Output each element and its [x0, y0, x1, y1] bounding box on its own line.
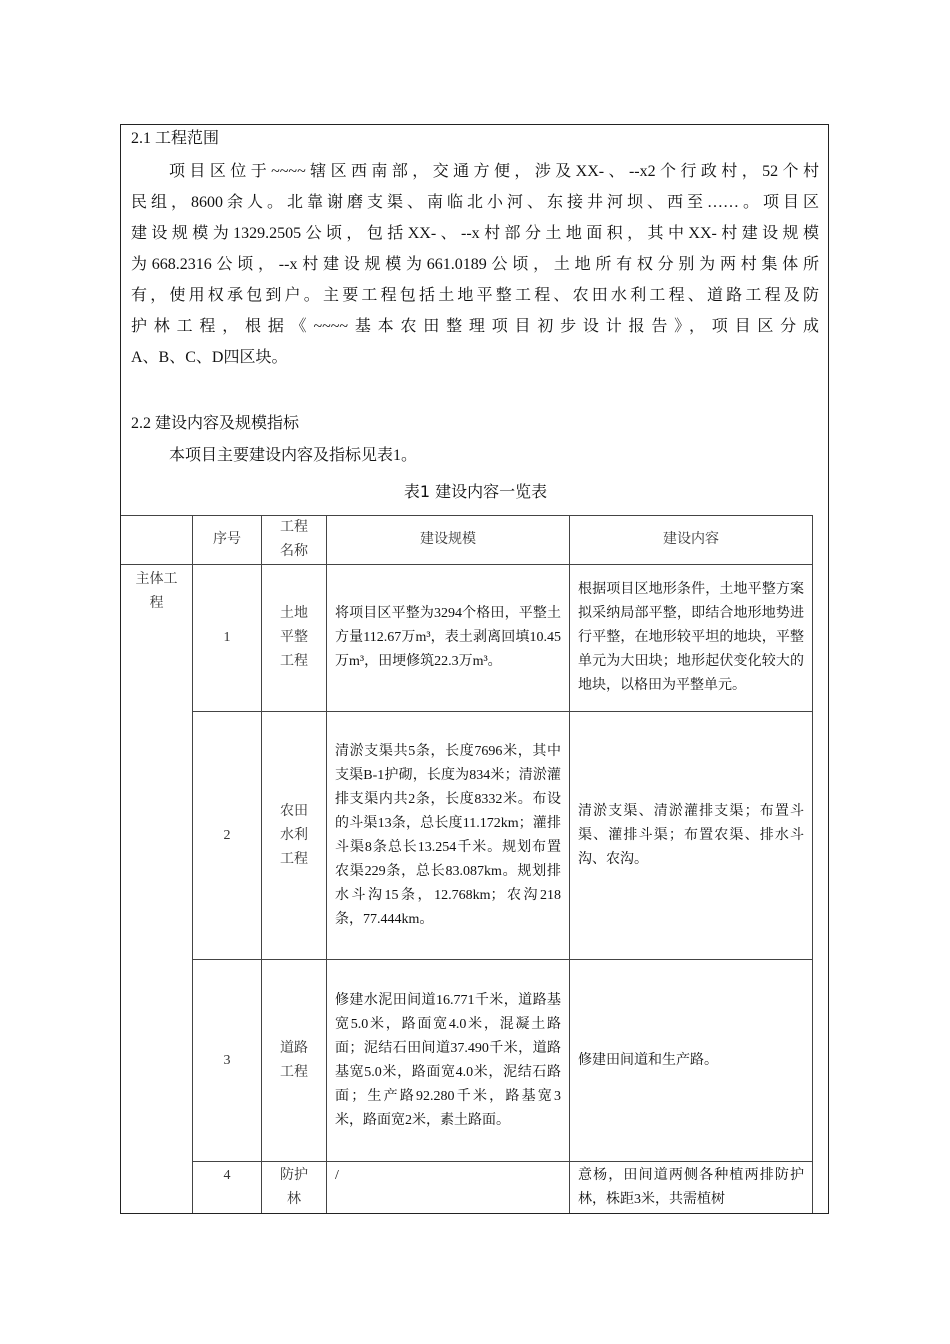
body-line: 建设规模为1329.2505公顷，包括XX-、--x村部分土地面积，其中XX-村建设规模: [131, 225, 819, 242]
row-name: 土地平整工程: [262, 565, 327, 712]
category-cell: 主体工程: [121, 565, 193, 1215]
table-row: [121, 565, 813, 712]
section-2-1-title: 2.1 工程范围: [131, 130, 220, 147]
construction-content-table: [120, 515, 813, 1214]
body-line: 为668.2316公顷，--x村建设规模为661.0189公顷，土地所有权分别为两村集体所: [131, 256, 819, 273]
table-caption: 表1 建设内容一览表: [403, 482, 548, 501]
table-row: [121, 960, 813, 1162]
row-content: 清淤支渠、清淤灌排支渠；布置斗渠、灌排斗渠；布置农渠、排水斗沟、农沟。: [570, 712, 813, 960]
body-line: 护林工程，根据《~~~~基本农田整理项目初步设计报告》，项目区分成: [131, 318, 819, 335]
row-content: 修建田间道和生产路。: [570, 960, 813, 1162]
row-scale: 将项目区平整为3294个格田，平整土方量112.67万m³，表土剥离回填10.45万m³，田埂修筑22.3万m³。: [327, 565, 570, 712]
row-content: 意杨，田间道两侧各种植两排防护林，株距3米，共需植树: [570, 1162, 813, 1215]
row-scale: 修建水泥田间道16.771千米，道路基宽5.0米，路面宽4.0米，混凝土路面；泥结石田间道37.490千米，道路基宽5.0米，路面宽4.0米，泥结石路面；生产路92.280千米，路基宽3米，路面宽2米，素土路面。: [327, 960, 570, 1162]
row-index: 3: [193, 960, 262, 1162]
table-row: [121, 1162, 813, 1215]
row-scale: 清淤支渠共5条，长度7696米，其中支渠B-1护砌，长度为834米；清淤灌排支渠内共2条，长度8332米。布设的斗渠13条，总长度11.172km；灌排斗渠8条总长13.254千米。规划布置农渠229条，总长83.087km。规划排水斗沟15条，12.768km；农沟218条，77.444km。: [327, 712, 570, 960]
section-2-2-title: 2.2 建设内容及规模指标: [131, 415, 300, 432]
row-scale: /: [327, 1162, 570, 1215]
row-index: 1: [193, 565, 262, 712]
row-name: 道路工程: [262, 960, 327, 1162]
header-content: 建设内容: [570, 516, 813, 565]
row-content: 根据项目区地形条件，土地平整方案拟采纳局部平整，即结合地形地势进行平整，在地形较平坦的地块，平整单元为大田块；地形起伏变化较大的地块，以格田为平整单元。: [570, 565, 813, 712]
header-category: [121, 516, 193, 565]
table-row: [121, 712, 813, 960]
row-index: 4: [193, 1162, 262, 1215]
body-line: A、B、C、D四区块。: [131, 349, 288, 366]
document-frame: [120, 124, 829, 1214]
header-scale: 建设规模: [327, 516, 570, 565]
section-2-2-intro: 本项目主要建设内容及指标见表1。: [169, 447, 418, 464]
row-name: 农田水利工程: [262, 712, 327, 960]
row-index: 2: [193, 712, 262, 960]
body-line: 有，使用权承包到户。主要工程包括土地平整工程、农田水利工程、道路工程及防: [131, 287, 819, 304]
header-name: 工程名称: [262, 516, 327, 565]
table-header-row: [121, 516, 813, 565]
row-name: 防护林: [262, 1162, 327, 1215]
body-line: 项目区位于~~~~辖区西南部，交通方便，涉及XX-、--x2个行政村，52个村: [169, 163, 819, 180]
header-index: 序号: [193, 516, 262, 565]
body-line: 民组，8600余人。北靠谢磨支渠、南临北小河、东接井河坝、西至……。项目区: [131, 194, 819, 211]
